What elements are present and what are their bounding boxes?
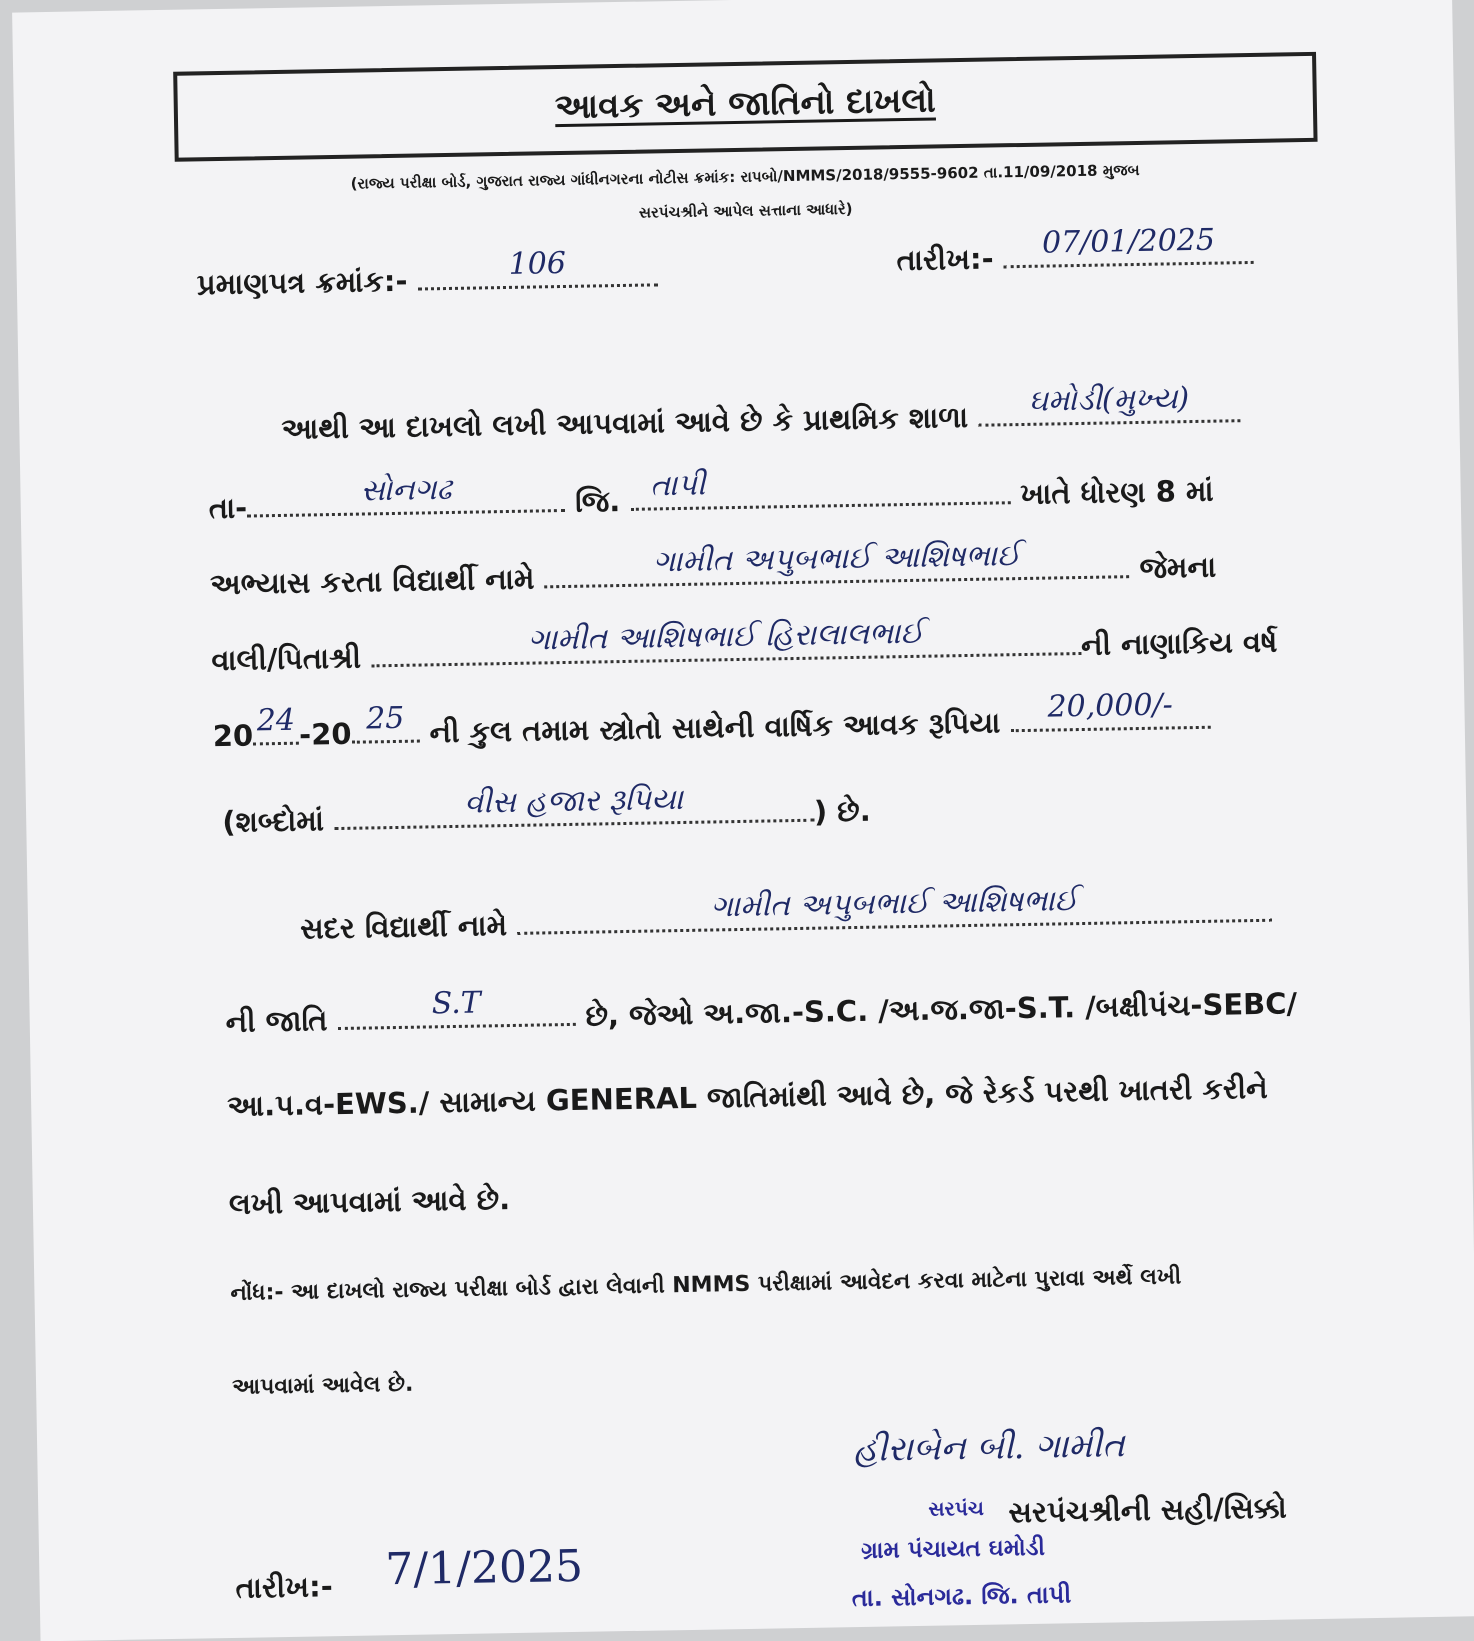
standard-text: ખાતે ધોરણ 8 માં [1020, 473, 1214, 512]
income-in-words: વીસ હજાર રૂપિયા [464, 781, 684, 821]
whose-text: જેમના [1139, 549, 1217, 585]
signature-caption: સરપંચશ્રીની સહી/સિક્કો [1008, 1490, 1287, 1530]
study-text: અભ્યાસ કરતા વિદ્યાર્થી નામે [209, 561, 535, 602]
stamp-title: સરપંચ [928, 1495, 985, 1521]
document-title: આવક અને જાતિનો દાખલો [554, 80, 936, 128]
closing-line: લખી આપવામાં આવે છે. [228, 1182, 511, 1221]
words-suffix: ) છે. [813, 793, 871, 829]
year-prefix: 20 [212, 718, 254, 754]
student-line [209, 538, 1217, 603]
school-line [281, 381, 1240, 447]
note-line-1: નોંધ:- આ દાખલો રાજ્ય પરીક્ષા બોર્ડ દ્વારા લેવાની NMMS પરીક્ષામાં આવેદન કરવા માટેના પુરાવા અર્થે લખી [230, 1264, 1182, 1306]
title-box [173, 52, 1317, 162]
parent-line [211, 615, 1278, 679]
student-name: ગામીત અપુબભાઈ આશિષભાઈ [652, 538, 1021, 580]
handwritten-signature: હીરાબેન બી. ગામીત [852, 1425, 1125, 1471]
reference-line-1: (રાજ્ય પરીક્ષા બોર્ડ, ગુજરાત રાજ્ય ગાંધીનગરના નોટીસ ક્રમાંક: રાપબો/NMMS/2018/9555-9602 તા.11/09/2018 મુજબ [350, 160, 1140, 193]
taluka-value: સોનગઢ [360, 471, 452, 509]
words-label: (શબ્દોમાં [221, 803, 325, 840]
top-date-label: તારીખ:- [896, 241, 994, 278]
income-text: ની કુલ તમામ સ્ત્રોતો સાથેની વાર્ષિક આવક રૂપિયા [429, 705, 1001, 750]
district-label: જિ. [574, 484, 621, 519]
note-line-2: આપવામાં આવેલ છે. [231, 1371, 414, 1400]
income-line [212, 687, 1210, 754]
certificate-page [12, 0, 1474, 1641]
year-to: 25 [365, 700, 405, 737]
financial-year-text: ની નાણાકિય વર્ષ [1080, 624, 1278, 663]
certificate-number-label: પ્રમાણપત્ર ક્રમાંક:- [196, 263, 408, 302]
certificate-number-value: 106 [508, 245, 567, 282]
income-value: 20,000/- [1047, 687, 1174, 725]
stamp-panchayat: ગ્રામ પંચાયત ઘમોડી [860, 1534, 1046, 1564]
p2-label: સદર વિદ્યાર્થી નામે [299, 908, 508, 946]
district-value: તાપી [649, 467, 706, 504]
income-words-line [221, 781, 871, 840]
top-date-value: 07/01/2025 [1041, 222, 1216, 261]
stamp-address: તા. સોનગઢ. જિ. તાપી [851, 1580, 1072, 1613]
bottom-date-label: તારીખ:- [235, 1569, 334, 1605]
intro-text: આથી આ દાખલો લખી આપવામાં આવે છે કે પ્રાથમિક શાળા [281, 399, 969, 446]
parent-label: વાલી/પિતાશ્રી [211, 640, 362, 678]
caste-label: ની જાતિ [225, 1003, 328, 1039]
student-name-2: ગામીત અપુબભાઈ આશિષભાઈ [710, 883, 1079, 925]
bottom-date-value: 7/1/2025 [384, 1540, 584, 1596]
year-separator: -20 [298, 716, 352, 752]
certificate-number-row [196, 245, 657, 302]
parent-name: ગામીત આશિષભાઈ હિરાલાલભાઈ [527, 615, 924, 658]
taluka-district-line [208, 468, 1213, 527]
student-line-2 [299, 883, 1273, 947]
top-date-row [896, 222, 1254, 278]
taluka-label: તા- [208, 490, 248, 526]
caste-text: છે, જેઓ અ.જા.-S.C. /અ.જ.જા-S.T. /બક્ષીપંચ-SEBC/ [585, 986, 1298, 1033]
caste-line [225, 980, 1297, 1040]
ews-line: આ.પ.વ-EWS./ સામાન્ય GENERAL જાતિમાંથી આવે છે, જે રેકર્ડ પરથી ખાતરી કરીને [226, 1070, 1269, 1123]
caste-value: S.T [431, 985, 482, 1022]
reference-line-2: સરપંચશ્રીને આપેલ સત્તાના આધારે) [638, 199, 853, 222]
year-from: 24 [256, 702, 296, 739]
school-name: ઘમોડી(મુખ્ય) [1028, 381, 1190, 419]
